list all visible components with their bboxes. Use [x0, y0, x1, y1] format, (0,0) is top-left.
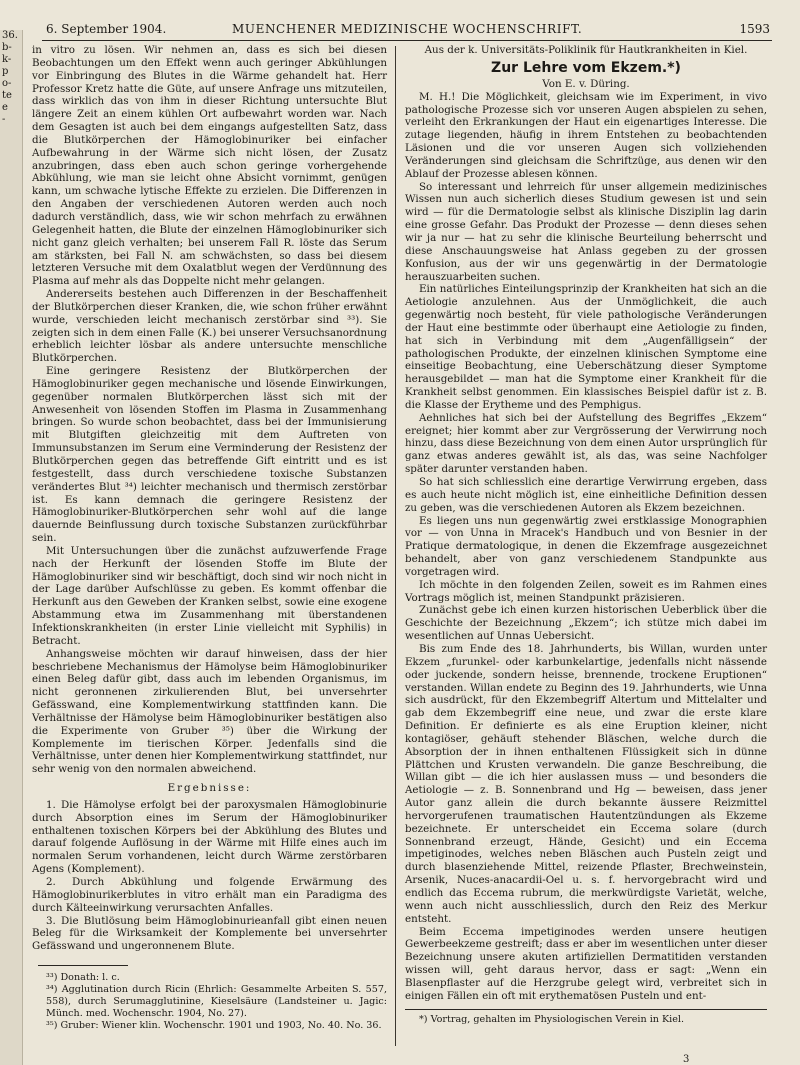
body-paragraph: Mit Untersuchungen über die zunächst aufzuwerfende Frage nach der Herkunft der lösenden Stoffe im Blute der Hämoglobinuriker sind wir beschäftigt, doch sind wir noch nicht in der Lage darüber Aufschlüsse zu geben. Es kommt offenbar die Herkunft aus den Geweben der Kranken selbst, sowie eine exogene Abstammung etwa im Zusammenhang mit überstandenen Infektionskrankheiten (in erster Linie vielleicht mit Syphilis) in Betracht. — [32, 544, 387, 647]
affiliation: Aus der k. Universitäts-Poliklinik für Hautkrankheiten in Kiel. — [424, 44, 748, 56]
footnote: ³⁴) Agglutination durch Ricin (Ehrlich: Gesammelte Arbeiten S. 557, 558), durch Serumagglutinine, Kieselsäure (Landsteiner u. Jagic: Münch. med. Wochenschr. 1904, No. 27). — [46, 984, 387, 1020]
body-paragraph: Anhangsweise möchten wir darauf hinweisen, dass der hier beschriebene Mechanismus der Hämolyse beim Hämoglobinuriker einen Beleg dafür gibt, dass auch im lebenden Organismus, im nicht geronnenen zirkulierenden Blut, bei unversehrter Gefässwand, eine Komplementwirkung stattfinden kann. Die Verhältnisse der Hämolyse beim Hämoglobinuriker bestätigen also die Experimente von Gruber ³⁵) über die Wirkung der Komplemente im tierischen Körper. Jedenfalls sind die Verhältnisse, unter denen hier Komplementwirkung stattfindet, nur sehr wenig von den normalen abweichend. — [32, 647, 387, 776]
body-paragraph: Zunächst gebe ich einen kurzen historischen Ueberblick über die Geschichte der Bezeichnung „Ekzem“; ich stütze mich dabei im wesentlichen auf Unnas Uebersicht. — [405, 604, 767, 643]
body-paragraph: Bis zum Ende des 18. Jahrhunderts, bis Willan, wurden unter Ekzem „furunkel- oder karbunkelartige, jedenfalls nicht nässende oder juckende, sondern heisse, brennende, trockene Eruptionen“ verstanden. Willan endete zu Beginn des 19. Jahrhunderts, wie Unna sich ausdrückt, für den Ekzembegriff Altertum und Mittelalter und gab dem Ekzembegriff eine neue, und zwar die erste klare Definition. Er definierte es als eine Eruption kleiner, nicht kontagiöser, gehäuft stehender Bläschen, welche durch die Absorption der in ihnen enthaltenen Flüssigkeit sich in dünne Plättchen und Krusten verwandeln. Die ganze Beschreibung, die Willan gibt — die ich hier auslassen muss — und besonders die Aetiologie — z. B. Sonnenbrand und Hg — beweisen, dass jener Autor ganz allein die durch bekannte äussere Reizmittel hervorgerufenen traumatischen Hautentzündungen als Ekzeme bezeichnete. Er unterscheidet ein Eccema solare (durch Sonnenbrand erzeugt, Hände, Gesicht) und ein Eccema impetiginodes, welches neben Bläschen auch Pusteln zeigt und durch blasenziehende Mittel, reizende Pflaster, Brechweinstein, Arsenik, Nuces-anacardii-Oel u. s. f. hervorgebracht wird und endlich das Eccema rubrum, die merkwürdigste Varietät, welche, wenn auch nicht ausschliesslich, durch den Reiz des Merkur entsteht. — [405, 642, 767, 925]
author-line: Von E. v. Düring. — [542, 77, 630, 90]
body-paragraph: M. H.! Die Möglichkeit, gleichsam wie im Experiment, in vivo pathologische Prozesse sich vor unseren Augen abspielen zu sehen, verleiht den Erkrankungen der Haut ein eigenartiges Interesse. Die zutage liegenden, häufig in ihrem Entstehen zu beobachtenden Läsionen und die vor unseren Augen sich vollziehenden Veränderungen sind gleichsam die Schriftzüge, aus denen wir den Ablauf der Prozesse ablesen können. — [405, 90, 767, 180]
footnote: *) Vortrag, gehalten im Physiologischen Verein in Kiel. — [419, 1013, 685, 1025]
body-paragraph: Ich möchte in den folgenden Zeilen, soweit es im Rahmen eines Vortrags möglich ist, meinen Standpunkt präzisieren. — [405, 578, 767, 604]
gutter-fragment: 36. — [2, 30, 18, 41]
gutter-fragment: k- — [2, 54, 12, 65]
body-paragraph: Es liegen uns nun gegenwärtig zwei erstklassige Monographien vor — von Unna in Mracek's Handbuch und von Besnier in der Pratique dermatologique, in denen die Ekzemfrage ausgezeichnet behandelt, aber von ganz verschiedenem Standpunkte aus vorgetragen wird. — [405, 514, 767, 578]
footnote: ³⁵) Gruber: Wiener klin. Wochenschr. 1901 und 1903, No. 40. No. 36. — [46, 1020, 382, 1032]
issue-date: 6. September 1904. — [46, 22, 167, 36]
right-column — [405, 44, 767, 1026]
body-paragraph: Andererseits bestehen auch Differenzen in der Beschaffenheit der Blutkörperchen dieser Kranken, die, wie schon früher erwähnt wurde, verschieden leicht mechanisch zerstörbar sind ³³). Sie zeigten sich in dem einen Falle (K.) bei unserer Versuchsanordnung erheblich leichter lösbar als andere untersuchte menschliche Blutkörperchen. — [32, 288, 387, 365]
body-paragraph: So interessant und lehrreich für unser allgemein medizinisches Wissen nun auch sicherlich dieses Studium gewesen ist und sein wird — für die Dermatologie selbst als klinische Disziplin lag darin eine grosse Gefahr. Das Produkt der Prozesse — denn dieses sehen wir ja nur — hat zu sehr die klinische Beurteilung beherrscht und diese Anschauungsweise hat Anlass gegeben zu der grossen Konfusion, aus der wir uns gegenwärtig in der Dermatologie herauszuarbeiten suchen. — [405, 180, 767, 283]
body-paragraph: Beim Eccema impetiginodes werden unsere heutigen Gewerbeekzeme gestreift; dass er aber im wesentlichen unter dieser Bezeichnung unsere akuten artifiziellen Dermatitiden verstanden wissen will, geht daraus hervor, dass er sagt: „Wenn ein Blasenpflaster auf die Herzgrube gelegt wird, verbreitet sich in einigen Fällen ein oft mit erythematösen Pusteln und ent- — [405, 925, 767, 1002]
gutter-fragment: o- — [2, 78, 12, 89]
body-paragraph: Ein natürliches Einteilungsprinzip der Krankheiten hat sich an die Aetiologie anzulehnen. Aus der Unmöglichkeit, die auch gegenwärtig noch besteht, für viele pathologische Veränderungen der Haut eine bestimmte oder überhaupt eine Aetiologie zu finden, hat sich in Verbindung mit dem „Augenfälligsein“ der pathologischen Produkte, der einzelnen klinischen Symptome eine einseitige Beobachtung, eine Ueberschätzung dieser Symptome herausgebildet — man hat die Symptome einer Krankheit für die Krankheit selbst genommen. Ein klassisches Beispiel dafür ist z. B. die Klasse der Erytheme und des Pemphigus. — [405, 283, 767, 411]
gutter-fragment: e — [2, 102, 8, 113]
article-title: Zur Lehre vom Ekzem.*) — [491, 59, 681, 76]
body-paragraph: So hat sich schliesslich eine derartige Verwirrung ergeben, dass es auch heute nicht möglich ist, eine einheitliche Definition dessen zu geben, was die verschiedenen Autoren als Ekzem bezeichnen. — [405, 476, 767, 514]
body-paragraph: Aehnliches hat sich bei der Aufstellung des Begriffes „Ekzem“ ereignet; hier kommt aber zur Vergrösserung der Verwirrung noch hinzu, dass diese Bezeichnung von dem einen Autor ursprünglich für ganz etwas anderes gewählt ist, als das, was seine Nachfolger später darunter verstanden haben. — [405, 411, 767, 476]
body-paragraph: in vitro zu lösen. Wir nehmen an, dass es sich bei diesen Beobachtungen um den Effekt wenn auch geringer Abkühlungen vor Einbringung des Blutes in die Wärme gehandelt hat. Herr Professor Kretz hatte die Güte, auf unsere Anfrage uns mitzuteilen, dass wirklich das von ihm in dieser Richtung untersuchte Blut längere Zeit an einem kühlen Ort aufbewahrt worden war. Nach dem Gesagten ist auch bei dem eingangs aufgestellten Satz, dass die Blutkörperchen der Hämoglobinuriker bei einfacher Aufbewahrung in der Wärme sich nicht lösen, der Zusatz anzubringen, dass eben auch schon geringe vorhergehende Abkühlung, wie man sie leicht ohne Absicht vornimmt, genügen kann, um schwache lytische Effekte zu erzielen. Die Differenzen in den Angaben der verschiedenen Autoren werden auch noch dadurch verständlich, dass, wie wir schon mehrfach zu erwähnen Gelegenheit hatten, die Blute der einzelnen Hämoglobinuriker sich nicht ganz gleich verhalten; bei unserem Fall R. löste das Serum am stärksten, bei Fall N. am schwächsten, so dass bei diesem letzteren Versuche mit dem Oxalatblut wegen der Verdünnung des Plasma auf mehr als das Doppelte nicht mehr gelangen. — [32, 44, 387, 288]
signature-mark: 3 — [683, 1054, 690, 1065]
footnote: ³³) Donath: l. c. — [46, 972, 120, 984]
previous-page-margin — [0, 30, 23, 1065]
gutter-fragment: p — [2, 66, 9, 77]
journal-title: MUENCHENER MEDIZINISCHE WOCHENSCHRIFT. — [232, 22, 583, 36]
running-header — [42, 20, 772, 41]
result-item: 3. Die Blutlösung beim Hämoglobinurieanfall gibt einen neuen Beleg für die Wirksamkeit der Komplemente bei unversehrter Gefässwand und ungeronnenem Blute. — [32, 914, 387, 953]
gutter-fragment: b- — [2, 42, 12, 53]
column-divider — [395, 46, 396, 1046]
left-column — [32, 44, 387, 1032]
results-heading: Ergebnisse: — [167, 782, 252, 795]
gutter-fragment: - — [2, 114, 6, 125]
page-number: 1593 — [739, 22, 770, 36]
result-item: 1. Die Hämolyse erfolgt bei der paroxysmalen Hämoglobinurie durch Absorption eines im Serum der Hämoglobinuriker enthaltenen toxischen Körpers bei der Abkühlung des Blutes und darauf folgende Auflösung in der Wärme mit Hilfe eines auch im normalen Serum vorhandenen, leicht durch Wärme zerstörbaren Agens (Komplement). — [32, 798, 387, 876]
footnote-rule — [405, 1009, 767, 1010]
result-item: 2. Durch Abkühlung und folgende Erwärmung des Hämoglobinurikerblutes in vitro erhält man ein Paradigma des durch Kälteeinwirkung verursachten Anfalles. — [32, 876, 387, 914]
body-paragraph: Eine geringere Resistenz der Blutkörperchen der Hämoglobinuriker gegen mechanische und lösende Einwirkungen, gegenüber normalen Blutkörperchen lässt sich mit der Anwesenheit von lösenden Stoffen im Plasma in Zusammenhang bringen. So wurde schon beobachtet, dass bei der Immunisierung mit Blutgiften gleichzeitig mit dem Auftreten von Immunsubstanzen im Serum eine Verminderung der Resistenz der Blutkörperchen gegen das betreffende Gift eintritt und es ist festgestellt, dass durch verschiedene toxische Substanzen verändertes Blut ³⁴) leichter mechanisch und thermisch zerstörbar ist. Es kann demnach die geringere Resistenz der Hämoglobinuriker-Blutkörperchen sehr wohl auf die lange dauernde Beinflussung durch toxische Substanzen zurückführbar sein. — [32, 365, 387, 545]
gutter-fragment: te — [2, 90, 12, 101]
footnote-rule — [38, 965, 128, 966]
